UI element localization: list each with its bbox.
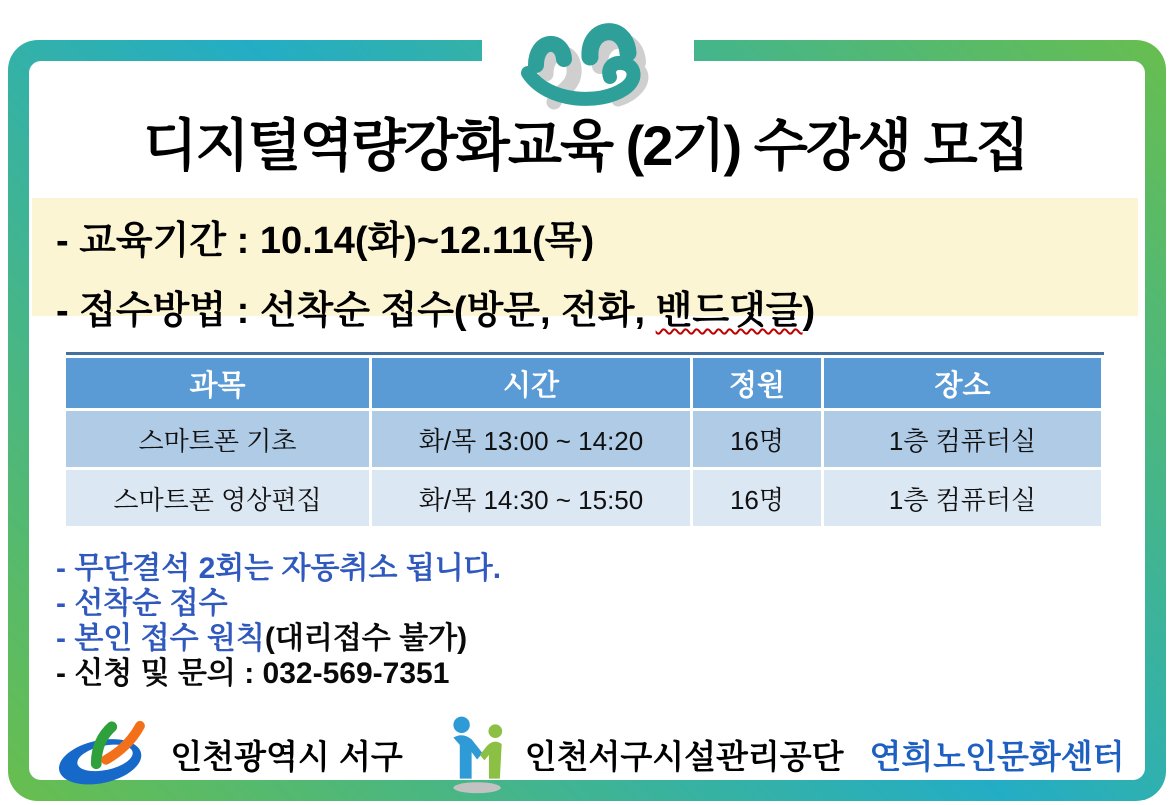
table-header-capacity: 정원 xyxy=(693,358,821,408)
footer xyxy=(30,710,1141,798)
application-method-text: - 접수방법 : 선착순 접수(방문, 전화, xyxy=(56,290,656,332)
info-box xyxy=(32,198,1138,332)
org-name-seogu: 인천광역시 서구 xyxy=(170,737,403,775)
sg-logo-icon xyxy=(500,3,670,113)
page-title: 디지털역량강화교육 (2기) 수강생 모집 xyxy=(143,114,1028,177)
table-cell-subject: 스마트폰 영상편집 xyxy=(66,470,369,526)
notes-section xyxy=(56,551,501,691)
note-in-person-rule xyxy=(56,621,501,656)
application-method-suffix: ) xyxy=(802,290,816,332)
table-cell-capacity: 16명 xyxy=(693,411,821,467)
note-in-person-black: (대리접수 불가) xyxy=(264,622,468,655)
incheon-seogu-emblem-icon xyxy=(46,719,164,789)
note-absence-rule: - 무단결석 2회는 자동취소 됩니다. xyxy=(56,552,502,585)
table-cell-place: 1층 컴퓨터실 xyxy=(824,411,1101,467)
band-comment-text: 밴드댓글 xyxy=(655,290,803,332)
facilities-corp-people-icon xyxy=(437,711,519,797)
table-cell-time: 화/목 13:00 ~ 14:20 xyxy=(372,411,690,467)
note-first-come: - 선착순 접수 xyxy=(56,587,228,620)
table-header-subject: 과목 xyxy=(66,358,369,408)
table-cell-time: 화/목 14:30 ~ 15:50 xyxy=(372,470,690,526)
note-in-person-blue: - 본인 접수 원칙 xyxy=(56,622,265,655)
table-cell-subject: 스마트폰 기초 xyxy=(66,411,369,467)
table-header-time: 시간 xyxy=(372,358,690,408)
note-contact-phone: - 신청 및 문의 : 032-569-7351 xyxy=(56,657,450,690)
education-period-text: - 교육기간 : 10.14(화)~12.11(목) xyxy=(56,220,595,262)
schedule-table xyxy=(66,352,1104,526)
table-header-place: 장소 xyxy=(824,358,1101,408)
table-cell-capacity: 16명 xyxy=(693,470,821,526)
table-top-border xyxy=(66,352,1104,355)
application-method-line xyxy=(56,264,1138,334)
education-period-line xyxy=(56,198,1138,264)
table-cell-place: 1층 컴퓨터실 xyxy=(824,470,1101,526)
org-name-facilities-corp: 인천서구시설관리공단 xyxy=(524,737,844,775)
org-name-senior-center: 연희노인문화센터 xyxy=(869,737,1125,775)
